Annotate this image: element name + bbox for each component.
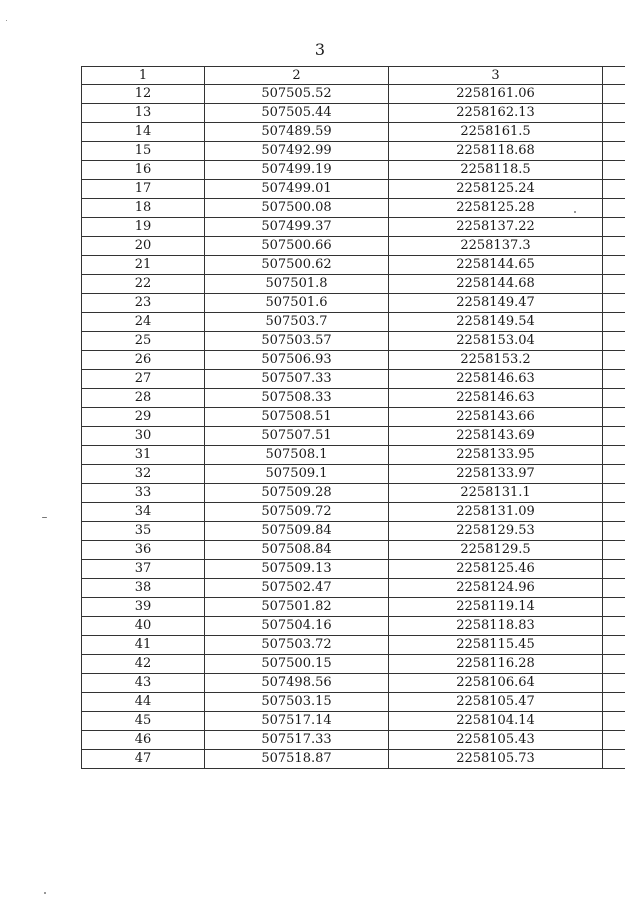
- table-row: [82, 712, 626, 731]
- page-number: 3: [314, 40, 326, 59]
- y-coordinate-cell: 2258153.2: [389, 351, 603, 370]
- table-row: [82, 674, 626, 693]
- y-coordinate-cell: 2258149.47: [389, 294, 603, 313]
- empty-cell: [603, 85, 626, 104]
- table-row: [82, 655, 626, 674]
- table-row: [82, 104, 626, 123]
- y-coordinate-cell: 2258125.24: [389, 180, 603, 199]
- x-coordinate-cell: 507508.51: [205, 408, 389, 427]
- point-number-cell: 29: [82, 408, 205, 427]
- empty-cell: [603, 123, 626, 142]
- x-coordinate-cell: 507506.93: [205, 351, 389, 370]
- x-coordinate-cell: 507499.37: [205, 218, 389, 237]
- y-coordinate-cell: 2258144.68: [389, 275, 603, 294]
- x-coordinate-cell: 507499.01: [205, 180, 389, 199]
- empty-cell: [603, 598, 626, 617]
- table-row: [82, 579, 626, 598]
- table-row: [82, 142, 626, 161]
- empty-cell: [603, 617, 626, 636]
- empty-cell: [603, 180, 626, 199]
- point-number-cell: 12: [82, 85, 205, 104]
- y-coordinate-cell: 2258143.66: [389, 408, 603, 427]
- empty-cell: [603, 256, 626, 275]
- y-coordinate-cell: 2258124.96: [389, 579, 603, 598]
- x-coordinate-cell: 507502.47: [205, 579, 389, 598]
- y-coordinate-cell: 2258118.83: [389, 617, 603, 636]
- coordinates-table: [81, 66, 625, 769]
- x-coordinate-cell: 507509.13: [205, 560, 389, 579]
- y-coordinate-cell: 2258116.28: [389, 655, 603, 674]
- point-number-cell: 15: [82, 142, 205, 161]
- empty-cell: [603, 541, 626, 560]
- point-number-cell: 19: [82, 218, 205, 237]
- point-number-cell: 16: [82, 161, 205, 180]
- table-row: [82, 465, 626, 484]
- y-coordinate-cell: 2258162.13: [389, 104, 603, 123]
- table-header-row: [82, 67, 626, 85]
- empty-cell: [603, 522, 626, 541]
- x-coordinate-cell: 507500.62: [205, 256, 389, 275]
- empty-cell: [603, 142, 626, 161]
- x-coordinate-cell: 507504.16: [205, 617, 389, 636]
- point-number-cell: 37: [82, 560, 205, 579]
- x-coordinate-cell: 507500.15: [205, 655, 389, 674]
- point-number-cell: 18: [82, 199, 205, 218]
- empty-cell: [603, 294, 626, 313]
- point-number-cell: 20: [82, 237, 205, 256]
- table-row: [82, 693, 626, 712]
- x-coordinate-cell: 507498.56: [205, 674, 389, 693]
- table-row: [82, 294, 626, 313]
- point-number-cell: 23: [82, 294, 205, 313]
- x-coordinate-cell: 507500.66: [205, 237, 389, 256]
- point-number-cell: 26: [82, 351, 205, 370]
- y-coordinate-cell: 2258131.09: [389, 503, 603, 522]
- x-coordinate-cell: 507508.84: [205, 541, 389, 560]
- point-number-cell: 24: [82, 313, 205, 332]
- table-row: [82, 484, 626, 503]
- y-coordinate-cell: 2258143.69: [389, 427, 603, 446]
- y-coordinate-cell: 2258106.64: [389, 674, 603, 693]
- table-row: [82, 617, 626, 636]
- column-header-4: [603, 67, 626, 85]
- scan-speck: [42, 517, 47, 518]
- table-row: [82, 313, 626, 332]
- empty-cell: [603, 199, 626, 218]
- point-number-cell: 30: [82, 427, 205, 446]
- table-row: [82, 541, 626, 560]
- empty-cell: [603, 579, 626, 598]
- x-coordinate-cell: 507500.08: [205, 199, 389, 218]
- x-coordinate-cell: 507503.7: [205, 313, 389, 332]
- y-coordinate-cell: 2258131.1: [389, 484, 603, 503]
- point-number-cell: 44: [82, 693, 205, 712]
- point-number-cell: 34: [82, 503, 205, 522]
- empty-cell: [603, 370, 626, 389]
- point-number-cell: 38: [82, 579, 205, 598]
- scan-speck: [574, 211, 576, 213]
- point-number-cell: 22: [82, 275, 205, 294]
- y-coordinate-cell: 2258119.14: [389, 598, 603, 617]
- empty-cell: [603, 351, 626, 370]
- point-number-cell: 28: [82, 389, 205, 408]
- y-coordinate-cell: 2258105.73: [389, 750, 603, 769]
- table-row: [82, 256, 626, 275]
- column-header-3: 3: [389, 67, 603, 85]
- empty-cell: [603, 161, 626, 180]
- x-coordinate-cell: 507509.1: [205, 465, 389, 484]
- point-number-cell: 43: [82, 674, 205, 693]
- point-number-cell: 41: [82, 636, 205, 655]
- empty-cell: [603, 408, 626, 427]
- empty-cell: [603, 237, 626, 256]
- x-coordinate-cell: 507509.84: [205, 522, 389, 541]
- y-coordinate-cell: 2258137.3: [389, 237, 603, 256]
- y-coordinate-cell: 2258133.97: [389, 465, 603, 484]
- point-number-cell: 31: [82, 446, 205, 465]
- x-coordinate-cell: 507508.1: [205, 446, 389, 465]
- table-row: [82, 446, 626, 465]
- table-row: [82, 161, 626, 180]
- x-coordinate-cell: 507507.33: [205, 370, 389, 389]
- x-coordinate-cell: 507501.6: [205, 294, 389, 313]
- x-coordinate-cell: 507509.28: [205, 484, 389, 503]
- y-coordinate-cell: 2258129.53: [389, 522, 603, 541]
- point-number-cell: 45: [82, 712, 205, 731]
- y-coordinate-cell: 2258129.5: [389, 541, 603, 560]
- x-coordinate-cell: 507501.82: [205, 598, 389, 617]
- empty-cell: [603, 218, 626, 237]
- y-coordinate-cell: 2258161.5: [389, 123, 603, 142]
- empty-cell: [603, 712, 626, 731]
- x-coordinate-cell: 507503.72: [205, 636, 389, 655]
- x-coordinate-cell: 507492.99: [205, 142, 389, 161]
- point-number-cell: 13: [82, 104, 205, 123]
- y-coordinate-cell: 2258105.47: [389, 693, 603, 712]
- y-coordinate-cell: 2258133.95: [389, 446, 603, 465]
- x-coordinate-cell: 507508.33: [205, 389, 389, 408]
- empty-cell: [603, 332, 626, 351]
- table-row: [82, 560, 626, 579]
- point-number-cell: 17: [82, 180, 205, 199]
- y-coordinate-cell: 2258118.68: [389, 142, 603, 161]
- x-coordinate-cell: 507509.72: [205, 503, 389, 522]
- table-row: [82, 332, 626, 351]
- table-row: [82, 218, 626, 237]
- y-coordinate-cell: 2258161.06: [389, 85, 603, 104]
- empty-cell: [603, 750, 626, 769]
- point-number-cell: 46: [82, 731, 205, 750]
- table-row: [82, 427, 626, 446]
- y-coordinate-cell: 2258125.46: [389, 560, 603, 579]
- table-row: [82, 636, 626, 655]
- point-number-cell: 21: [82, 256, 205, 275]
- empty-cell: [603, 389, 626, 408]
- point-number-cell: 32: [82, 465, 205, 484]
- empty-cell: [603, 313, 626, 332]
- y-coordinate-cell: 2258137.22: [389, 218, 603, 237]
- empty-cell: [603, 104, 626, 123]
- point-number-cell: 47: [82, 750, 205, 769]
- table-row: [82, 503, 626, 522]
- table-row: [82, 389, 626, 408]
- table-row: [82, 123, 626, 142]
- y-coordinate-cell: 2258125.28: [389, 199, 603, 218]
- empty-cell: [603, 655, 626, 674]
- x-coordinate-cell: 507503.57: [205, 332, 389, 351]
- empty-cell: [603, 636, 626, 655]
- y-coordinate-cell: 2258146.63: [389, 389, 603, 408]
- point-number-cell: 14: [82, 123, 205, 142]
- table-row: [82, 750, 626, 769]
- x-coordinate-cell: 507503.15: [205, 693, 389, 712]
- table-row: [82, 85, 626, 104]
- x-coordinate-cell: 507518.87: [205, 750, 389, 769]
- y-coordinate-cell: 2258153.04: [389, 332, 603, 351]
- empty-cell: [603, 560, 626, 579]
- table-row: [82, 351, 626, 370]
- x-coordinate-cell: 507517.14: [205, 712, 389, 731]
- table-row: [82, 237, 626, 256]
- point-number-cell: 39: [82, 598, 205, 617]
- column-header-1: 1: [82, 67, 205, 85]
- table-row: [82, 180, 626, 199]
- table-row: [82, 731, 626, 750]
- y-coordinate-cell: 2258118.5: [389, 161, 603, 180]
- empty-cell: [603, 503, 626, 522]
- x-coordinate-cell: 507505.44: [205, 104, 389, 123]
- y-coordinate-cell: 2258115.45: [389, 636, 603, 655]
- x-coordinate-cell: 507517.33: [205, 731, 389, 750]
- x-coordinate-cell: 507501.8: [205, 275, 389, 294]
- y-coordinate-cell: 2258105.43: [389, 731, 603, 750]
- x-coordinate-cell: 507489.59: [205, 123, 389, 142]
- point-number-cell: 27: [82, 370, 205, 389]
- table-row: [82, 199, 626, 218]
- y-coordinate-cell: 2258149.54: [389, 313, 603, 332]
- empty-cell: [603, 674, 626, 693]
- table-row: [82, 275, 626, 294]
- point-number-cell: 42: [82, 655, 205, 674]
- column-header-2: 2: [205, 67, 389, 85]
- y-coordinate-cell: 2258144.65: [389, 256, 603, 275]
- point-number-cell: 25: [82, 332, 205, 351]
- x-coordinate-cell: 507499.19: [205, 161, 389, 180]
- x-coordinate-cell: 507507.51: [205, 427, 389, 446]
- scan-speck: [44, 892, 46, 894]
- empty-cell: [603, 484, 626, 503]
- point-number-cell: 36: [82, 541, 205, 560]
- empty-cell: [603, 465, 626, 484]
- point-number-cell: 33: [82, 484, 205, 503]
- table-row: [82, 370, 626, 389]
- empty-cell: [603, 275, 626, 294]
- empty-cell: [603, 427, 626, 446]
- empty-cell: [603, 731, 626, 750]
- table-row: [82, 408, 626, 427]
- y-coordinate-cell: 2258104.14: [389, 712, 603, 731]
- x-coordinate-cell: 507505.52: [205, 85, 389, 104]
- point-number-cell: 35: [82, 522, 205, 541]
- table-row: [82, 598, 626, 617]
- table-body: [82, 67, 626, 769]
- empty-cell: [603, 446, 626, 465]
- empty-cell: [603, 693, 626, 712]
- scan-speck: [6, 20, 7, 21]
- table-row: [82, 522, 626, 541]
- point-number-cell: 40: [82, 617, 205, 636]
- y-coordinate-cell: 2258146.63: [389, 370, 603, 389]
